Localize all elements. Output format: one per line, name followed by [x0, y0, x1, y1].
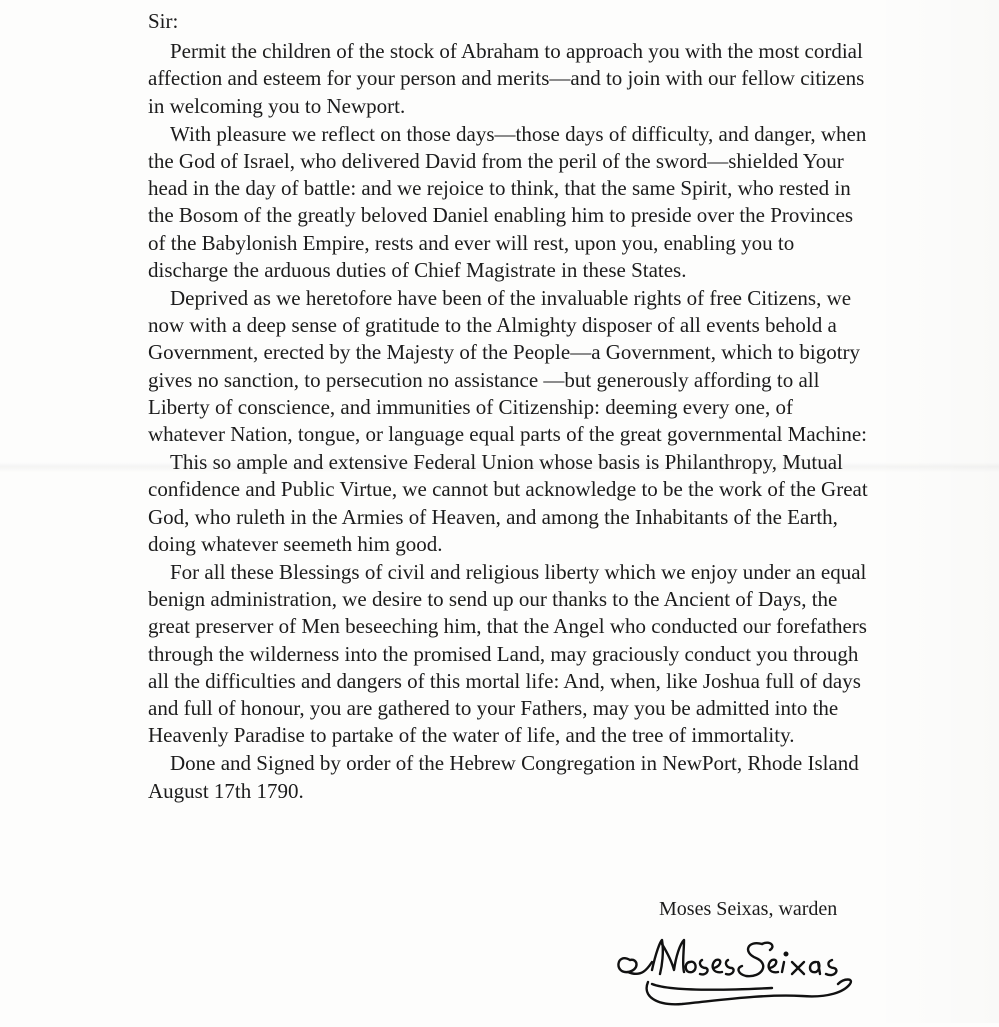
letter-body	[148, 8, 868, 805]
paragraph-signed: Done and Signed by order of the Hebrew Congregation in NewPort, Rhode Island August 17th 1790.	[148, 751, 859, 803]
paragraph-liberty: Deprived as we heretofore have been of the invaluable rights of free Citizens, we now with a deep sense of gratitude to the Almighty disposer of all events behold a Government, erected by the Majesty of the People—a Government, which to bigotry gives no sanction, to persecution no assistance —but generously affording to all Liberty of conscience, and immunities of Citizenship: deeming every one, of whatever Nation, tongue, or language equal parts of the great governmental Machine:	[148, 286, 867, 447]
salutation: Sir:	[148, 9, 179, 33]
paragraph-blessings: For all these Blessings of civil and religious liberty which we enjoy under an equal benign administration, we desire to send up our thanks to the Ancient of Days, the great preserver of Men beseeching him, that the Angel who conducted our forefathers through the wilderness into the promised Land, may graciously conduct you through all the difficulties and dangers of this mortal life: And, when, like Joshua full of days and full of honour, you are gathered to your Fathers, may you be admitted into the Heavenly Paradise to partake of the water of life, and the tree of immortality.	[148, 560, 867, 748]
paragraph-reflection: With pleasure we reflect on those days—those days of difficulty, and danger, when the God of Israel, who delivered David from the peril of the sword—shielded Your head in the day of battle: and we rejoice to think, that the same Spirit, who rested in the Bosom of the greatly beloved Daniel enabling him to preside over the Provinces of the Babylonish Empire, rests and ever will rest, upon you, enabling you to discharge the arduous duties of Chief Magistrate in these States.	[148, 121, 867, 282]
paragraph-federal-union: This so ample and extensive Federal Union whose basis is Philanthropy, Mutual confidence and Public Virtue, we cannot but acknowledge to be the work of the Great God, who ruleth in the Armies of Heaven, and among the Inhabitants of the Earth, doing whatever seemeth him good.	[148, 450, 868, 556]
signature-image	[612, 922, 872, 1022]
paragraph-welcome: Permit the children of the stock of Abraham to approach you with the most cordial affection and esteem for your person and merits—and to join with our fellow citizens in welcoming you to Newport.	[148, 39, 865, 118]
closing-line: Moses Seixas, warden	[659, 898, 838, 920]
paper-shading	[869, 0, 999, 1023]
handwritten-signature	[612, 922, 872, 1022]
